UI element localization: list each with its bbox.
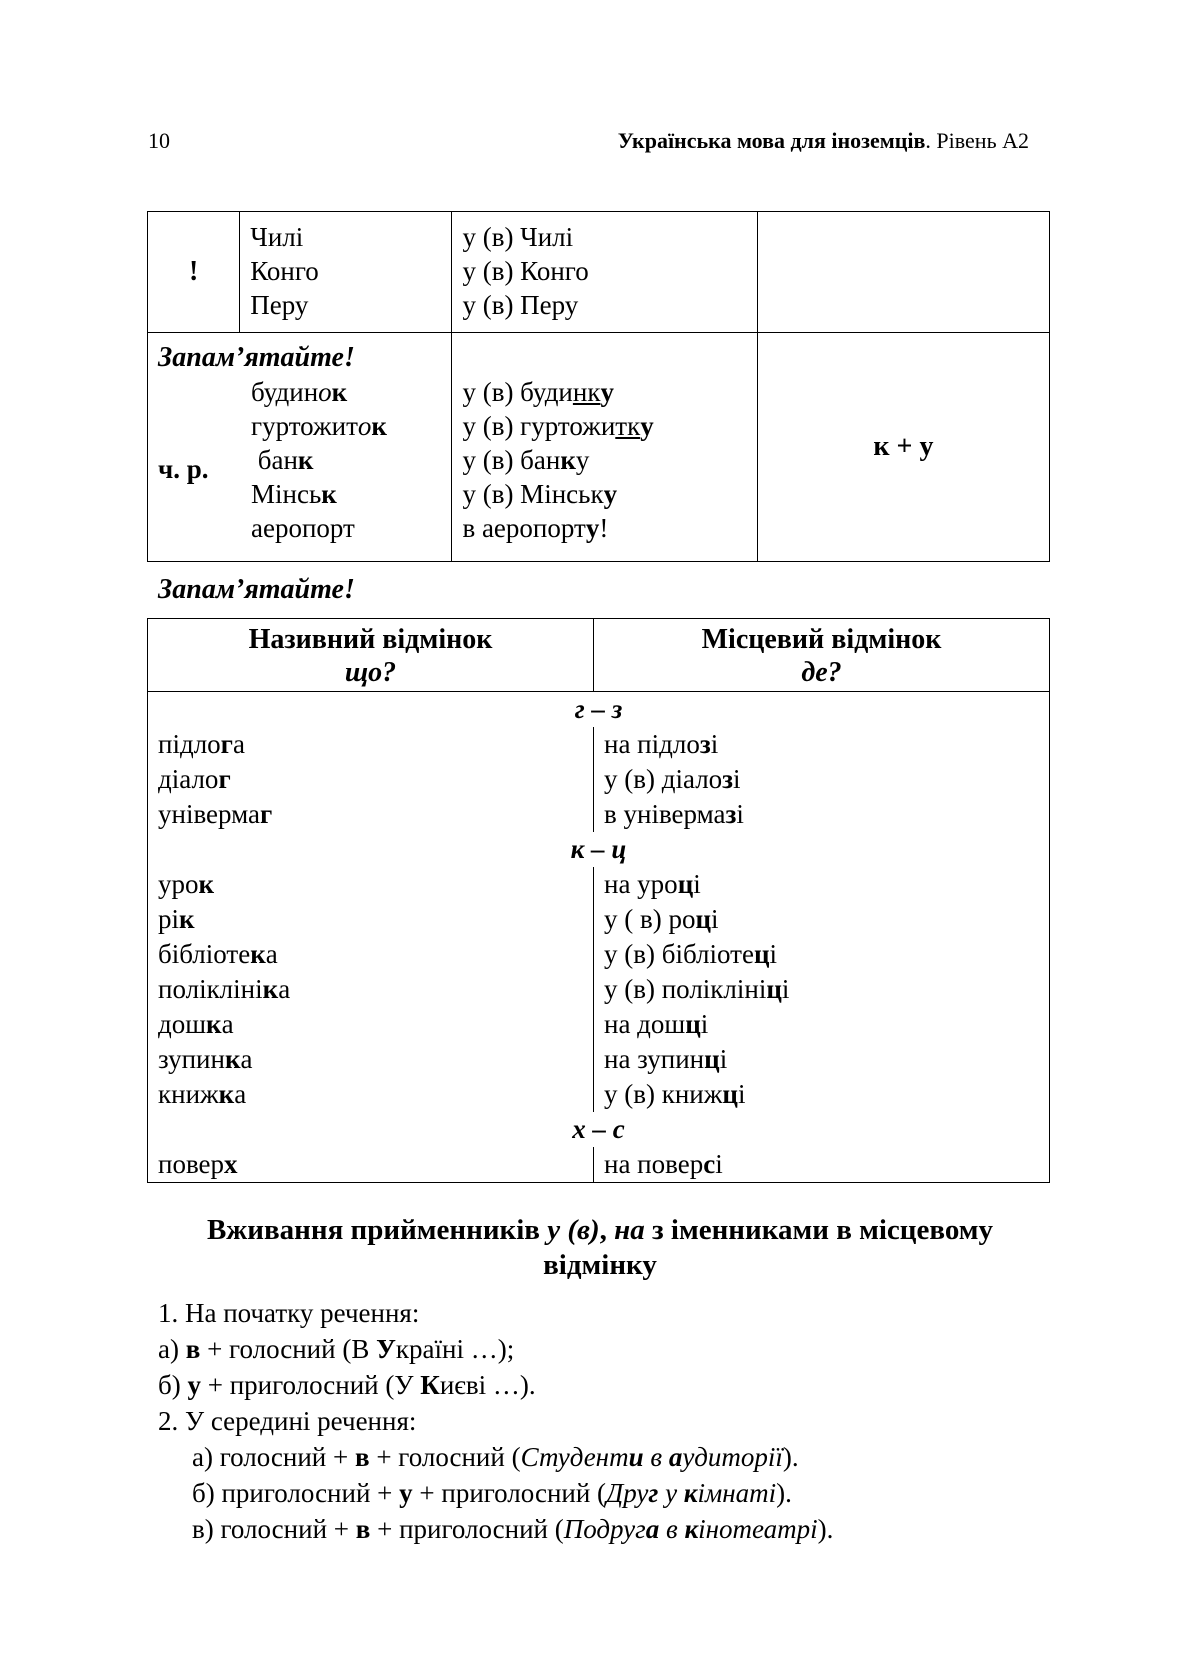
table-row: книжка у (в) книжці [148, 1077, 1049, 1112]
locative-header [594, 619, 1050, 692]
table-row: дошка на дошці [148, 1007, 1049, 1042]
word: Перу [250, 290, 309, 320]
masculine-nominative-list [251, 375, 387, 545]
remember-label-2: Запам’ятайте! [158, 574, 355, 605]
exclamation-cell: ! [148, 212, 240, 333]
table-row: універмаг в універмазі [148, 797, 1049, 832]
table-row: поверх на поверсі [148, 1147, 1049, 1182]
word-minsk: Мінськ [251, 479, 337, 509]
section-title-line1: Вживання прийменників у (в), на з іменниками в місцевому [206, 1214, 994, 1246]
table-row: урок на уроці [148, 867, 1049, 902]
rule-k-plus-u: к + у [873, 431, 934, 462]
word: у (в) Перу [462, 290, 579, 320]
nominative-header [148, 619, 594, 692]
loc-aeroportu: в аеропорту! [462, 513, 609, 543]
case-alternation-table [147, 618, 1050, 1183]
loc-gurtozhytku: у (в) гуртожитку [462, 411, 654, 441]
remember-masculine-cell [148, 333, 452, 562]
alternation-body [148, 692, 1050, 1183]
rule-1: 1. На початку речення: [158, 1298, 420, 1328]
foreign-nouns-table [147, 211, 1050, 562]
running-title [618, 128, 1029, 154]
rule-1b: б) у + приголосний (У Києві …). [158, 1370, 536, 1400]
locative-title: Місцевий відмінок [701, 624, 942, 655]
nominative-question: що? [344, 657, 397, 688]
section-title-line2: відмінку [543, 1249, 657, 1281]
rule-2b: б) приголосний + у + приголосний (Друг у кімнаті). [192, 1478, 792, 1508]
rule-2c: в) голосний + в + приголосний (Подруга в кінотеатрі). [192, 1514, 834, 1544]
rule-2a: а) голосний + в + голосний (Студенти в аудиторії). [192, 1442, 799, 1472]
rules-list [158, 1295, 833, 1547]
rule-2: 2. У середині речення: [158, 1406, 417, 1436]
rule-cell [757, 333, 1049, 562]
page-number: 10 [148, 128, 170, 153]
table-row: підлога на підлозі [148, 727, 1049, 762]
locative-question: де? [801, 657, 842, 688]
gender-label: ч. р. [158, 454, 209, 484]
rule-1a: а) в + голосний (В Україні …); [158, 1334, 515, 1364]
word-gurtozhytok: гуртожиток [251, 411, 387, 441]
group-label-g-z: г – з [574, 694, 623, 724]
nominative-title: Називний відмінок [248, 624, 493, 655]
word-budynok: будинок [251, 377, 348, 407]
word: Конго [250, 256, 319, 286]
loc-minsku: у (в) Мінську [462, 479, 618, 509]
word: Чилі [250, 222, 304, 252]
remember-label: Запам’ятайте! [158, 342, 355, 373]
section-title [150, 1213, 1050, 1283]
word: у (в) Конго [462, 256, 589, 286]
running-title-bold: Українська мова для іноземців [617, 128, 926, 153]
group-label-k-ts: к – ц [570, 834, 627, 864]
group-label-kh-s: х – с [572, 1114, 625, 1144]
masculine-locative-list [452, 333, 757, 562]
table-row: поліклініка у (в) поліклініці [148, 972, 1049, 1007]
nominative-indeclinable [240, 212, 452, 333]
word: у (в) Чилі [462, 222, 574, 252]
empty-cell [757, 212, 1049, 333]
alternation-grid [148, 692, 1049, 1182]
loc-budynku: у (в) будинку [462, 377, 614, 407]
word-bank: банк [251, 445, 314, 475]
table-row: зупинка на зупинці [148, 1042, 1049, 1077]
table-row: рік у ( в) році [148, 902, 1049, 937]
word-aeroport: аеропорт [251, 513, 355, 543]
locative-indeclinable [452, 212, 757, 333]
table-row: бібліотека у (в) бібліотеці [148, 937, 1049, 972]
table-row: діалог у (в) діалозі [148, 762, 1049, 797]
loc-banku: у (в) банку [462, 445, 590, 475]
running-title-rest: . Рівень А2 [925, 128, 1029, 153]
